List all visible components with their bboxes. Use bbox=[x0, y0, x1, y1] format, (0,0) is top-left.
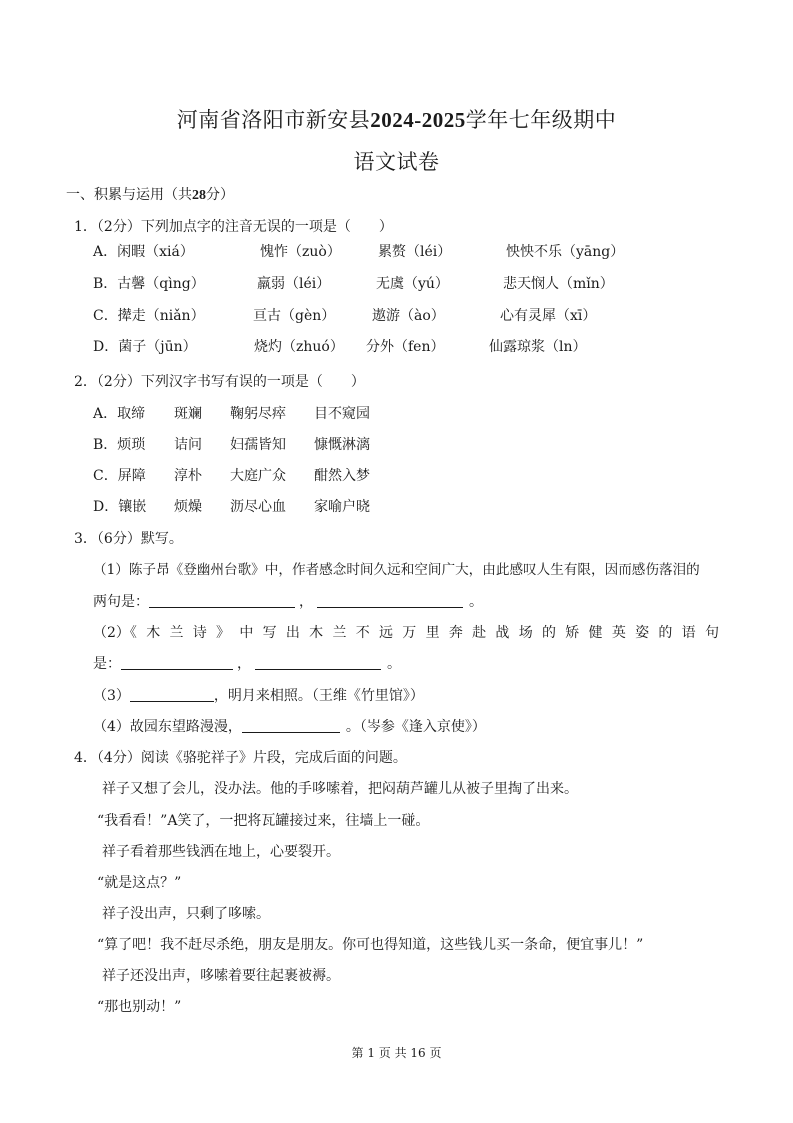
q1-option-a-4: 怏怏不乐（yāng） bbox=[506, 244, 625, 260]
q1-option-a-1: A．闲暇（xiá） bbox=[93, 244, 194, 260]
q3-part2-line2 bbox=[93, 655, 401, 673]
question-4-stem: 4．（4分）阅读《骆驼祥子》片段，完成后面的问题。 bbox=[74, 750, 407, 766]
q3-part3-prefix: （3） bbox=[93, 688, 130, 704]
q3-part2-char: 句 bbox=[704, 625, 719, 641]
q4-passage-line: “那也别动！” bbox=[97, 999, 182, 1015]
q3-part2-char: 写 bbox=[262, 625, 277, 641]
q1-option-b-4: 悲天悯人（mǐn） bbox=[503, 276, 614, 292]
section-heading-suffix: 分） bbox=[206, 187, 234, 203]
q1-option-a-2: 愧怍（zuò） bbox=[260, 244, 341, 260]
q3-blank-4[interactable] bbox=[255, 655, 381, 670]
q3-part2-char: 兰 bbox=[169, 625, 184, 641]
q4-passage-line: 祥子还没出声，哆嗦着要往起裹被褥。 bbox=[102, 968, 340, 984]
q2-option-c-3: 大庭广众 bbox=[230, 468, 286, 484]
q3-part2-end: 。 bbox=[387, 656, 401, 672]
q3-part1-prefix: 两句是： bbox=[93, 594, 149, 610]
q3-part2-char: 场 bbox=[518, 625, 533, 641]
q2-option-d-4: 家喻户晓 bbox=[314, 499, 370, 515]
q3-part2-line1 bbox=[93, 624, 719, 642]
q3-part2-char: 木 bbox=[146, 625, 161, 641]
q3-part2-char: 里 bbox=[425, 625, 440, 641]
q3-part4-prefix: （4）故园东望路漫漫， bbox=[93, 719, 242, 735]
q3-part3 bbox=[93, 687, 424, 705]
q4-passage-line: “就是这点？” bbox=[97, 875, 182, 891]
q3-part2-char: 出 bbox=[285, 625, 300, 641]
q2-option-b-3: 妇孺皆知 bbox=[230, 437, 286, 453]
q3-part2-char: 的 bbox=[541, 625, 556, 641]
q3-part2-char: 万 bbox=[402, 625, 417, 641]
q2-option-a-1: A．取缔 bbox=[93, 406, 146, 422]
q3-part2-char: 》 bbox=[216, 625, 231, 641]
q1-option-d-2: 烧灼（zhuó） bbox=[254, 339, 344, 355]
q3-part2-char: 健 bbox=[588, 625, 603, 641]
q3-part2-char: 战 bbox=[495, 625, 510, 641]
q3-part1-line2 bbox=[93, 593, 483, 611]
exam-subject: 语文试卷 bbox=[353, 150, 440, 174]
q3-blank-3[interactable] bbox=[121, 655, 233, 670]
q3-blank-1[interactable] bbox=[149, 593, 295, 608]
q3-part2-char: 兰 bbox=[332, 625, 347, 641]
q3-part2-char: 诗 bbox=[192, 625, 207, 641]
q3-part2-prefix: 是： bbox=[93, 656, 121, 672]
q2-option-b-4: 慷慨淋漓 bbox=[314, 437, 370, 453]
q1-option-b-2: 羸弱（léi） bbox=[257, 276, 331, 292]
title-years: 2024-2025 bbox=[370, 108, 466, 132]
q1-option-c-1: C．撵走（niǎn） bbox=[93, 308, 205, 324]
q3-part2-char: 英 bbox=[611, 625, 626, 641]
q3-part1-comma: ， bbox=[299, 594, 313, 610]
question-1-stem: 1．（2分）下列加点字的注音无误的一项是（ ） bbox=[74, 219, 393, 235]
q3-part1-end: 。 bbox=[469, 594, 483, 610]
exam-title bbox=[0, 104, 793, 134]
q3-part3-suffix: ，明月来相照。（王维《竹里馆》） bbox=[213, 688, 424, 704]
title-prefix: 河南省洛阳市新安县 bbox=[176, 108, 371, 132]
q1-option-d-4: 仙露琼浆（ln） bbox=[489, 339, 587, 355]
q2-option-a-2: 斑斓 bbox=[174, 406, 202, 422]
section-score: 28 bbox=[192, 188, 206, 203]
q4-passage-line: 祥子没出声，只剩了哆嗦。 bbox=[102, 906, 270, 922]
q1-option-d-1: D．菌子（jūn） bbox=[93, 339, 197, 355]
q3-part2-char: 姿 bbox=[635, 625, 650, 641]
q1-option-c-2: 亘古（gèn） bbox=[253, 308, 336, 324]
q2-option-c-2: 淳朴 bbox=[174, 468, 202, 484]
q3-part1-line1: （1）陈子昂《登幽州台歌》中，作者感念时间久远和空间广大，由此感叹人生有限，因而感伤落泪的 bbox=[93, 562, 700, 578]
q1-option-b-1: B．古馨（qìng） bbox=[93, 276, 205, 292]
q3-part2-comma: ， bbox=[237, 656, 251, 672]
section-heading-prefix: 一、积累与运用（共 bbox=[66, 187, 192, 203]
q4-passage-line: “我看看！”A笑了，一把将瓦罐接过来，往墙上一碰。 bbox=[97, 813, 430, 829]
page-footer: 第 1 页 共 16 页 bbox=[351, 1046, 442, 1060]
q3-part2-char: （2）《 bbox=[93, 625, 137, 641]
q2-option-d-1: D．镶嵌 bbox=[93, 499, 147, 515]
question-2-stem: 2．（2分）下列汉字书写有误的一项是（ ） bbox=[74, 374, 365, 390]
q3-part2-char: 远 bbox=[379, 625, 394, 641]
q3-part4 bbox=[93, 718, 486, 736]
question-3-stem: 3．（6分）默写。 bbox=[74, 531, 183, 547]
q2-option-c-1: C．屏障 bbox=[93, 468, 146, 484]
q3-blank-6[interactable] bbox=[242, 718, 340, 733]
q3-part2-char: 木 bbox=[309, 625, 324, 641]
title-suffix: 学年七年级期中 bbox=[465, 108, 617, 132]
q2-option-d-3: 沥尽心血 bbox=[230, 499, 286, 515]
q3-part2-char: 语 bbox=[681, 625, 696, 641]
q2-option-b-2: 诘问 bbox=[174, 437, 202, 453]
q3-part2-char: 不 bbox=[355, 625, 370, 641]
q3-part2-char: 的 bbox=[658, 625, 673, 641]
q4-passage-line: 祥子看着那些钱洒在地上，心要裂开。 bbox=[102, 844, 340, 860]
q3-blank-5[interactable] bbox=[130, 687, 214, 702]
q3-part2-char: 矫 bbox=[565, 625, 580, 641]
q3-part2-char: 赴 bbox=[472, 625, 487, 641]
q1-option-a-3: 累赘（léi） bbox=[378, 244, 452, 260]
q1-option-b-3: 无虞（yú） bbox=[376, 276, 449, 292]
q3-part2-char: 奔 bbox=[448, 625, 463, 641]
q1-option-c-4: 心有灵犀（xī） bbox=[500, 308, 597, 324]
q3-blank-2[interactable] bbox=[317, 593, 463, 608]
q1-option-d-3: 分外（fen） bbox=[366, 339, 445, 355]
q2-option-a-4: 目不窥园 bbox=[314, 406, 370, 422]
q3-part4-suffix: 。（岑参《逢入京使》） bbox=[345, 719, 486, 735]
q4-passage-line: 祥子又想了会儿，没办法。他的手哆嗦着，把闷葫芦罐儿从被子里掏了出来。 bbox=[102, 781, 578, 797]
q2-option-b-1: B．烦琐 bbox=[93, 437, 146, 453]
q2-option-a-3: 鞠躬尽瘁 bbox=[230, 406, 286, 422]
q2-option-d-2: 烦燥 bbox=[174, 499, 202, 515]
q4-passage-line: “算了吧！我不赶尽杀绝，朋友是朋友。你可也得知道，这些钱儿买一条命，便宜事儿！” bbox=[97, 937, 644, 953]
q2-option-c-4: 酣然入梦 bbox=[314, 468, 370, 484]
q3-part2-char: 中 bbox=[239, 625, 254, 641]
section-heading bbox=[66, 186, 234, 205]
q1-option-c-3: 遨游（ào） bbox=[372, 308, 445, 324]
